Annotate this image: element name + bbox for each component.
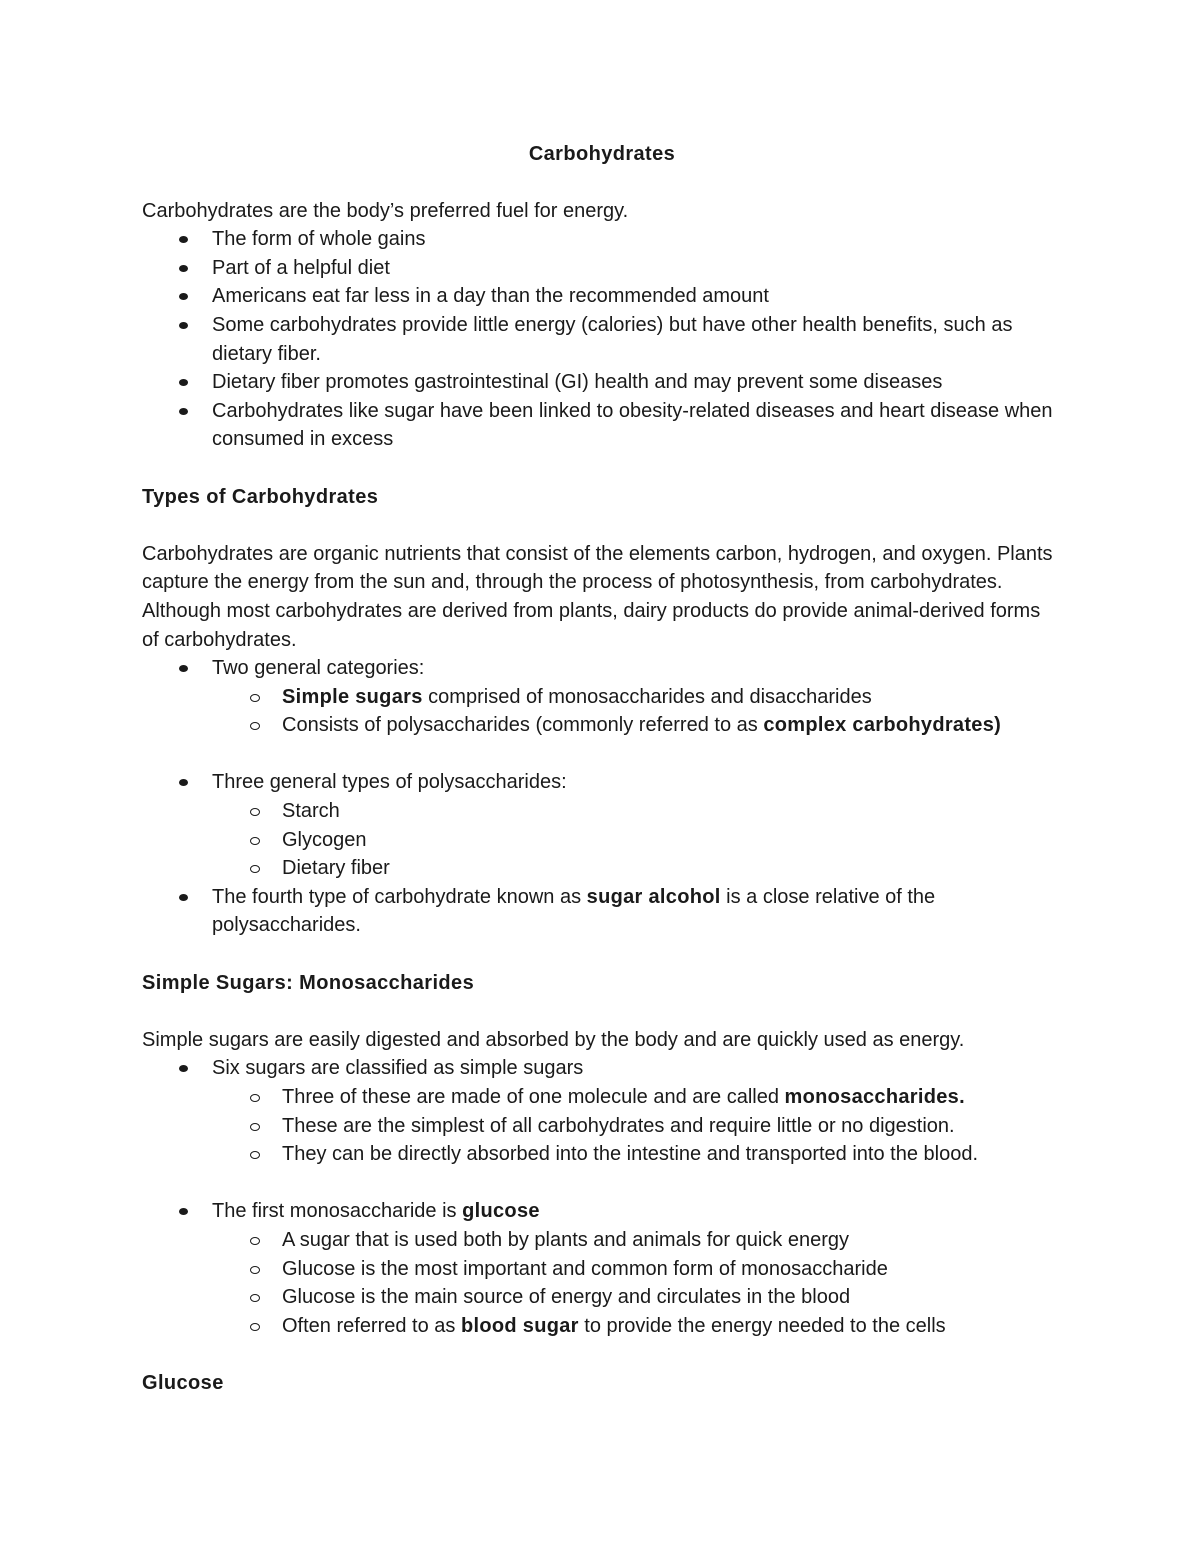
list-item: Simple sugars comprised of monosaccharides and disaccharides bbox=[212, 683, 1062, 712]
list-item: The first monosaccharide is glucose A sugar that is used both by plants and animals for quick energy Glucose is the most important and common form of monosaccharide Glucose is the main source of energy and circulates in the blood Often referred to as blood sugar to provide the energy needed to the cells bbox=[142, 1197, 1062, 1340]
hollow-bullet-icon bbox=[250, 1094, 260, 1102]
bullet-icon bbox=[179, 293, 188, 300]
list-item: Americans eat far less in a day than the recommended amount bbox=[142, 282, 1062, 311]
hollow-bullet-icon bbox=[250, 1266, 260, 1274]
intro-paragraph: Carbohydrates are the body’s preferred fuel for energy. bbox=[142, 199, 629, 222]
list-item: Glucose is the main source of energy and circulates in the blood bbox=[212, 1283, 1062, 1312]
simple-sugars-heading: Simple Sugars: Monosaccharides bbox=[142, 971, 475, 994]
list-item: Part of a helpful diet bbox=[142, 254, 1062, 283]
list-item: Dietary fiber promotes gastrointestinal (GI) health and may prevent some diseases bbox=[142, 368, 1062, 397]
list-item: Dietary fiber bbox=[212, 854, 1062, 883]
bullet-icon bbox=[179, 236, 188, 243]
bullet-icon bbox=[179, 1065, 188, 1072]
hollow-bullet-icon bbox=[250, 1237, 260, 1245]
types-paragraph: Carbohydrates are organic nutrients that consist of the elements carbon, hydrogen, and oxygen. Plants capture the energy from the sun and, through the process of photosynthesis, from carbohydrates. Although most carbohydrates are derived from plants, dairy products do provide animal-derived forms of carbohydrates. bbox=[142, 542, 1053, 651]
hollow-bullet-icon bbox=[250, 694, 260, 702]
list-item: Starch bbox=[212, 797, 1062, 826]
categories-sublist bbox=[212, 683, 1062, 740]
hollow-bullet-icon bbox=[250, 1151, 260, 1159]
list-item: Six sugars are classified as simple sugars Three of these are made of one molecule and are called monosaccharides. These are the simplest of all carbohydrates and require little or no digestion. They can be directly absorbed into the intestine and transported into the blood. bbox=[142, 1054, 1062, 1197]
bullet-icon bbox=[179, 1208, 188, 1215]
list-item: A sugar that is used both by plants and animals for quick energy bbox=[212, 1226, 1062, 1255]
list-item: They can be directly absorbed into the intestine and transported into the blood. bbox=[212, 1140, 1062, 1169]
glucose-heading: Glucose bbox=[142, 1371, 224, 1394]
bullet-icon bbox=[179, 665, 188, 672]
polysaccharide-sublist bbox=[212, 797, 1062, 883]
list-item: Three of these are made of one molecule and are called monosaccharides. bbox=[212, 1083, 1062, 1112]
list-item: These are the simplest of all carbohydrates and require little or no digestion. bbox=[212, 1112, 1062, 1141]
page-title: Carbohydrates bbox=[528, 143, 676, 165]
bullet-icon bbox=[179, 265, 188, 272]
list-item: Glucose is the most important and common form of monosaccharide bbox=[212, 1255, 1062, 1284]
hollow-bullet-icon bbox=[250, 722, 260, 730]
glucose-sublist bbox=[212, 1226, 1062, 1340]
types-bullet-list bbox=[142, 654, 1062, 940]
bullet-icon bbox=[179, 779, 188, 786]
list-item: Consists of polysaccharides (commonly referred to as complex carbohydrates) bbox=[212, 711, 1062, 740]
types-heading: Types of Carbohydrates bbox=[142, 485, 379, 508]
hollow-bullet-icon bbox=[250, 808, 260, 816]
hollow-bullet-icon bbox=[250, 837, 260, 845]
list-item: The form of whole gains bbox=[142, 225, 1062, 254]
hollow-bullet-icon bbox=[250, 865, 260, 873]
bullet-icon bbox=[179, 894, 188, 901]
hollow-bullet-icon bbox=[250, 1123, 260, 1131]
document-page bbox=[142, 140, 1062, 1426]
simple-sugars-paragraph: Simple sugars are easily digested and absorbed by the body and are quickly used as energy. bbox=[142, 1028, 965, 1051]
list-item: Glycogen bbox=[212, 826, 1062, 855]
list-item: Some carbohydrates provide little energy (calories) but have other health benefits, such as dietary fiber. bbox=[142, 311, 1062, 368]
bullet-icon bbox=[179, 408, 188, 415]
list-item: Three general types of polysaccharides: Starch Glycogen Dietary fiber bbox=[142, 768, 1062, 882]
hollow-bullet-icon bbox=[250, 1294, 260, 1302]
hollow-bullet-icon bbox=[250, 1323, 260, 1331]
bullet-icon bbox=[179, 322, 188, 329]
intro-bullet-list bbox=[142, 225, 1062, 454]
six-sugars-sublist bbox=[212, 1083, 1062, 1169]
list-item: Two general categories: Simple sugars comprised of monosaccharides and disaccharides Consists of polysaccharides (commonly referred to as complex carbohydrates) bbox=[142, 654, 1062, 768]
list-item: The fourth type of carbohydrate known as sugar alcohol is a close relative of the polysaccharides. bbox=[142, 883, 1062, 940]
bullet-icon bbox=[179, 379, 188, 386]
list-item: Often referred to as blood sugar to provide the energy needed to the cells bbox=[212, 1312, 1062, 1341]
list-item: Carbohydrates like sugar have been linked to obesity-related diseases and heart disease when consumed in excess bbox=[142, 397, 1062, 454]
simple-sugars-bullet-list bbox=[142, 1054, 1062, 1340]
